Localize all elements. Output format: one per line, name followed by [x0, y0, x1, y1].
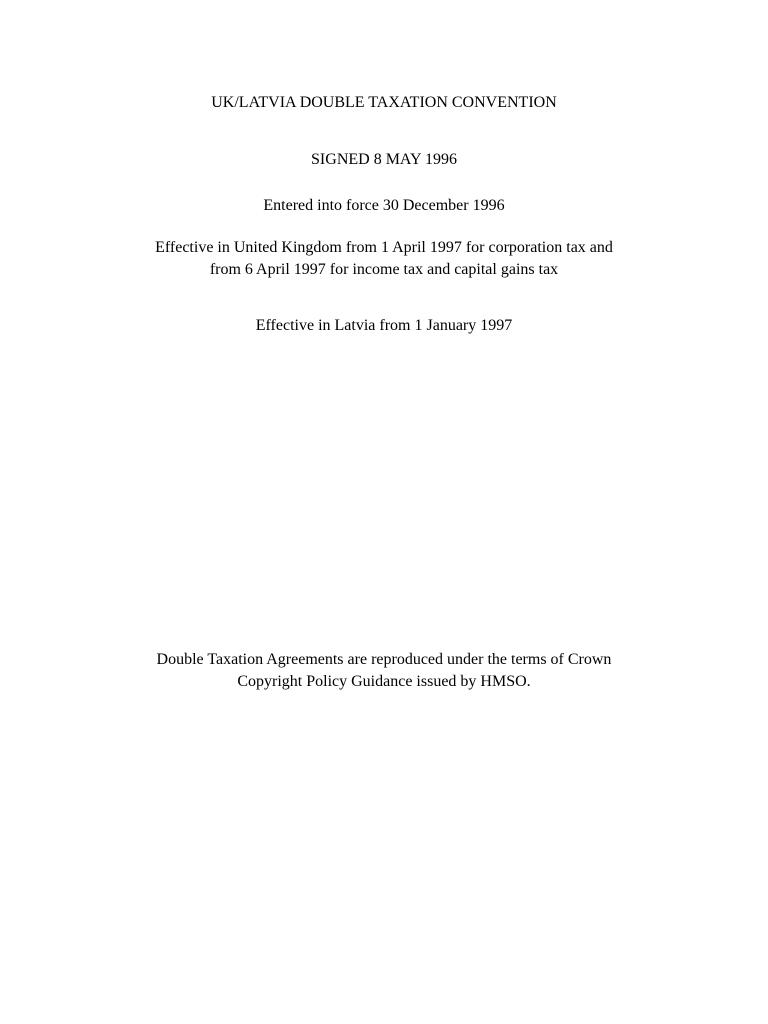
copyright-note-line-1: Double Taxation Agreements are reproduced under the terms of Crown	[156, 651, 612, 668]
effective-uk-line-1: Effective in United Kingdom from 1 April 1997 for corporation tax and	[155, 239, 613, 256]
document-title: UK/LATVIA DOUBLE TAXATION CONVENTION	[211, 94, 557, 111]
copyright-note-line-2: Copyright Policy Guidance issued by HMSO.	[237, 673, 531, 690]
signed-date: SIGNED 8 MAY 1996	[311, 151, 457, 168]
effective-uk-line-2: from 6 April 1997 for income tax and capital gains tax	[209, 261, 559, 278]
entered-into-force: Entered into force 30 December 1996	[263, 197, 505, 214]
effective-latvia: Effective in Latvia from 1 January 1997	[255, 317, 513, 334]
